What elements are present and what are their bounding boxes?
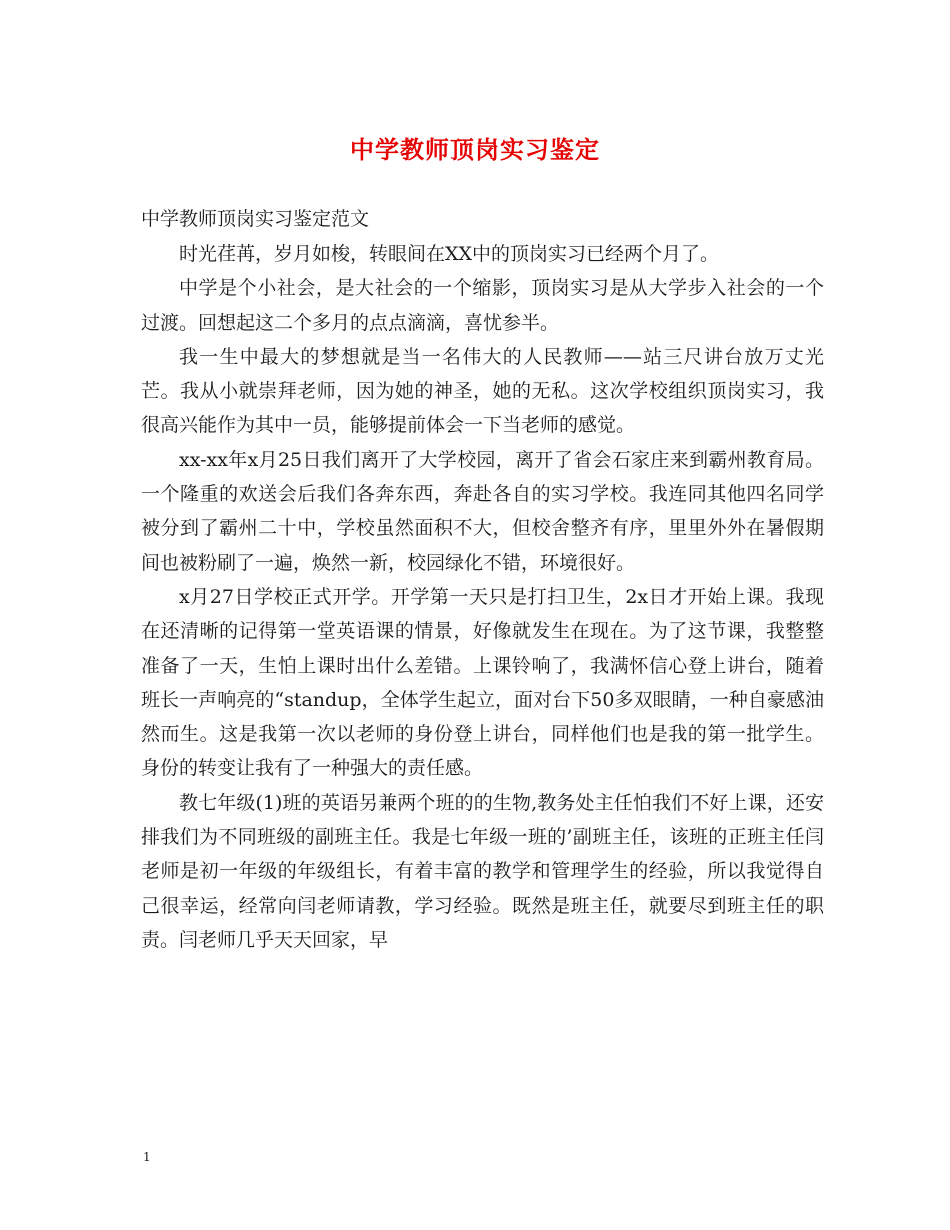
document-subtitle: 中学教师顶岗实习鉴定范文 <box>141 208 370 230</box>
paragraph: 中学是个小社会，是大社会的一个缩影，顶岗实习是从大学步入社会的一个过渡。回想起这二个多月的点点滴滴，喜忧参半。 <box>141 277 824 334</box>
document-title: 中学教师顶岗实习鉴定 <box>350 135 600 164</box>
paragraph: 我一生中最大的梦想就是当一名伟大的人民教师——站三尺讲台放万丈光芒。我从小就崇拜老师，因为她的神圣，她的无私。这次学校组织顶岗实习，我很高兴能作为其中一员，能够提前体会一下当老师的感觉。 <box>141 345 824 437</box>
paragraph: 时光荏苒，岁月如梭，转眼间在XX中的顶岗实习已经两个月了。 <box>179 243 720 265</box>
paragraph: xx-xx年x月25日我们离开了大学校园，离开了省会石家庄来到霸州教育局。一个隆重的欢送会后我们各奔东西，奔赴各自的实习学校。我连同其他四名同学被分到了霸州二十中，学校虽然面积不大，但校舍整齐有序，里里外外在暑假期间也被粉刷了一遍，焕然一新，校园绿化不错，环境很好。 <box>141 448 824 574</box>
document-body <box>141 237 824 957</box>
paragraph: 教七年级(1)班的英语另兼两个班的的生物,教务处主任怕我们不好上课，还安排我们为不同班级的副班主任。我是七年级一班的’副班主任，该班的正班主任闫老师是初一年级的年级组长，有着丰富的教学和管理学生的经验，所以我觉得自己很幸运，经常向闫老师请教，学习经验。既然是班主任，就要尽到班主任的职责。闫老师几乎天天回家，早 <box>141 791 824 951</box>
paragraph: x月27日学校正式开学。开学第一天只是打扫卫生，2x日才开始上课。我现在还清晰的记得第一堂英语课的情景，好像就发生在现在。为了这节课，我整整准备了一天，生怕上课时出什么差错。上课铃响了，我满怀信心登上讲台，随着班长一声响亮的“standup，全体学生起立，面对台下50多双眼睛，一种自豪感油然而生。这是我第一次以老师的身份登上讲台，同样他们也是我的第一批学生。身份的转变让我有了一种强大的责任感。 <box>141 585 824 780</box>
page-number: 1 <box>143 1150 151 1164</box>
